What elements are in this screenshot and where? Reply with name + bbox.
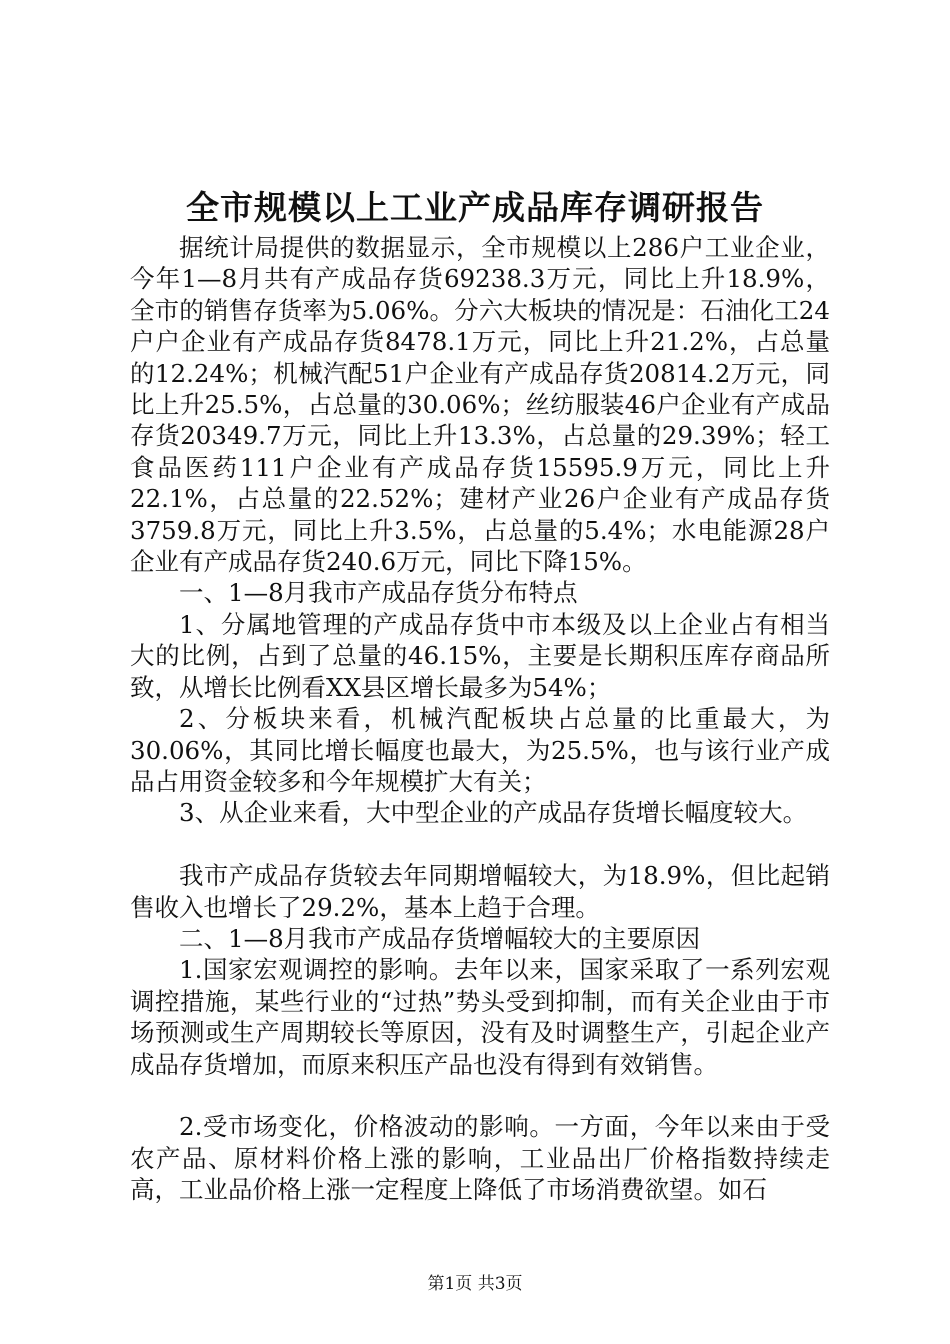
- document-body: [130, 232, 830, 1206]
- section-heading-2: 二、1—8月我市产成品存货增幅较大的主要原因: [179, 923, 701, 953]
- page-footer: 第1页 共3页: [427, 1274, 523, 1294]
- paragraph-summary: 据统计局提供的数据显示，全市规模以上286户工业企业，今年1—8月共有产成品存货69238.3万元，同比上升18.9%，全市的销售存货率为5.06%。分六大板块的情况是：石油化工24户户企业有产成品存货8478.1万元，同比上升21.2%，占总量的12.24%；机械汽配51户企业有产成品存货20814.2万元，同比上升25.5%，占总量的30.06%；丝纺服装46户企业有产成品存货20349.7万元，同比上升13.3%，占总量的29.39%；轻工食品医药111户企业有产成品存货15595.9万元，同比上升22.1%，占总量的22.52%；建材产业26户企业有产成品存货3759.8万元，同比上升3.5%，占总量的5.4%；水电能源28户企业有产成品存货240.6万元，同比下降15%。: [130, 233, 830, 577]
- paragraph-conclusion: 我市产成品存货较去年同期增幅较大，为18.9%，但比起销售收入也增长了29.2%，基本上趋于合理。: [130, 861, 830, 922]
- paragraph-point-3: 3、从企业来看，大中型企业的产成品存货增长幅度较大。: [179, 798, 808, 828]
- paragraph-reason-1: 1.国家宏观调控的影响。去年以来，国家采取了一系列宏观调控措施，某些行业的“过热”势头受到抑制，而有关企业由于市场预测或生产周期较长等原因，没有及时调整生产，引起企业产成品存货增加，而原来积压产品也没有得到有效销售。: [130, 955, 830, 1079]
- paragraph-gap: [130, 829, 830, 860]
- paragraph-point-2: 2、分板块来看，机械汽配板块占总量的比重最大，为30.06%，其同比增长幅度也最大，为25.5%，也与该行业产成品占用资金较多和今年规模扩大有关；: [130, 704, 830, 796]
- paragraph-point-1: 1、分属地管理的产成品存货中市本级及以上企业占有相当大的比例，占到了总量的46.15%，主要是长期积压库存商品所致，从增长比例看XX县区增长最多为54%；: [130, 609, 830, 702]
- section-heading-1: 一、1—8月我市产成品存货分布特点: [179, 578, 578, 608]
- paragraph-reason-2: 2.受市场变化，价格波动的影响。一方面，今年以来由于受农产品、原材料价格上涨的影响，工业品出厂价格指数持续走高，工业品价格上涨一定程度上降低了市场消费欲望。如石: [130, 1112, 830, 1205]
- document-title: 全市规模以上工业产成品库存调研报告: [186, 188, 764, 227]
- paragraph-gap: [130, 1080, 830, 1111]
